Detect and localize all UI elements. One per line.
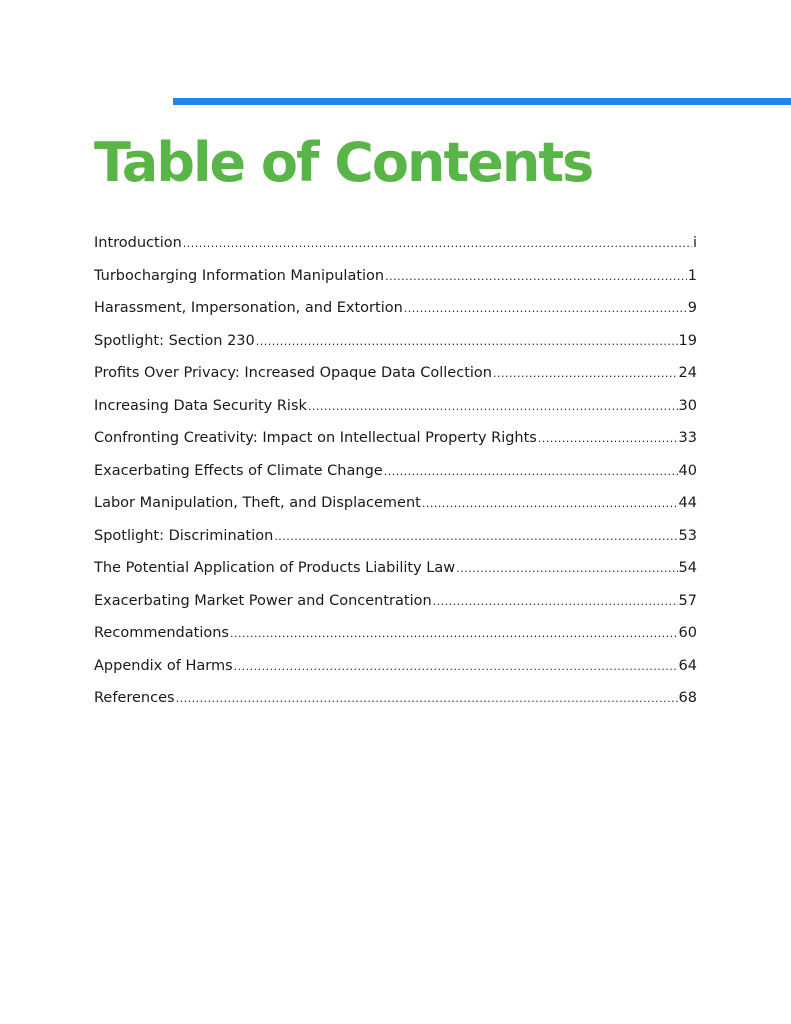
- toc-entry-turbocharging-information-manipulation[interactable]: [94, 262, 697, 295]
- toc-entry-labor-manipulation[interactable]: [94, 489, 697, 522]
- toc-page-number: 1: [687, 267, 697, 284]
- toc-dot-leader: [422, 490, 678, 518]
- toc-entry-label: Recommendations: [94, 625, 229, 641]
- toc-page-number: 44: [678, 495, 697, 511]
- toc-page-number: 30: [678, 397, 697, 414]
- toc-page-number: 60: [678, 625, 697, 641]
- toc-dot-leader: [538, 425, 678, 453]
- toc-entry-label: Labor Manipulation, Theft, and Displacement: [94, 495, 421, 511]
- toc-entry-market-power[interactable]: [94, 587, 697, 620]
- toc-entry-products-liability-law[interactable]: [94, 554, 697, 587]
- toc-dot-leader: [308, 393, 678, 421]
- toc-entry-label: Exacerbating Market Power and Concentration: [94, 592, 432, 609]
- toc-entry-confronting-creativity[interactable]: [94, 424, 697, 457]
- toc-entry-label: Spotlight: Section 230: [94, 332, 255, 349]
- toc-list: [94, 229, 697, 717]
- toc-entry-label: Confronting Creativity: Impact on Intellectual Property Rights: [94, 430, 537, 446]
- toc-entry-spotlight-discrimination[interactable]: [94, 522, 697, 555]
- toc-page-number: 68: [678, 690, 697, 706]
- toc-page-number: 9: [687, 300, 697, 316]
- toc-dot-leader: [256, 328, 678, 356]
- toc-page-number: 54: [678, 560, 697, 576]
- toc-dot-leader: [183, 230, 692, 258]
- toc-entry-label: Increasing Data Security Risk: [94, 397, 307, 414]
- toc-entry-label: The Potential Application of Products Liability Law: [94, 560, 456, 576]
- toc-page-number: 33: [678, 430, 697, 446]
- toc-entry-label: References: [94, 690, 175, 706]
- toc-dot-leader: [456, 555, 677, 583]
- toc-entry-label: Appendix of Harms: [94, 657, 233, 674]
- toc-entry-label: Exacerbating Effects of Climate Change: [94, 462, 383, 479]
- toc-entry-label: Spotlight: Discrimination: [94, 527, 274, 544]
- page-title: Table of Contents: [94, 131, 593, 194]
- toc-entry-label: Profits Over Privacy: Increased Opaque Data Collection: [94, 365, 492, 381]
- toc-entry-spotlight-section-230[interactable]: [94, 327, 697, 360]
- toc-dot-leader: [234, 653, 678, 681]
- toc-dot-leader: [384, 458, 678, 486]
- toc-dot-leader: [230, 620, 678, 648]
- toc-dot-leader: [385, 263, 687, 291]
- toc-entry-label: Turbocharging Information Manipulation: [94, 267, 385, 284]
- toc-entry-profits-over-privacy[interactable]: [94, 359, 697, 392]
- toc-entry-references[interactable]: [94, 684, 697, 717]
- toc-entry-introduction[interactable]: [94, 229, 697, 262]
- toc-page-number: 64: [678, 657, 697, 674]
- toc-entry-climate-change[interactable]: [94, 457, 697, 490]
- toc-page-number: 40: [678, 462, 697, 479]
- toc-entry-label: Introduction: [94, 235, 182, 251]
- toc-entry-increasing-data-security-risk[interactable]: [94, 392, 697, 425]
- toc-entry-harassment-impersonation-extortion[interactable]: [94, 294, 697, 327]
- toc-entry-recommendations[interactable]: [94, 619, 697, 652]
- toc-page-number: 53: [678, 527, 697, 544]
- toc-page-number: 57: [678, 592, 697, 609]
- toc-dot-leader: [433, 588, 678, 616]
- header-accent-bar: [173, 98, 791, 105]
- toc-dot-leader: [493, 360, 678, 388]
- toc-page-number: 19: [678, 332, 697, 349]
- toc-entry-appendix-of-harms[interactable]: [94, 652, 697, 685]
- toc-dot-leader: [274, 523, 677, 551]
- toc-dot-leader: [176, 685, 678, 713]
- toc-dot-leader: [404, 295, 687, 323]
- toc-page-number: 24: [678, 365, 697, 381]
- toc-page-number: i: [692, 235, 697, 251]
- toc-entry-label: Harassment, Impersonation, and Extortion: [94, 300, 403, 316]
